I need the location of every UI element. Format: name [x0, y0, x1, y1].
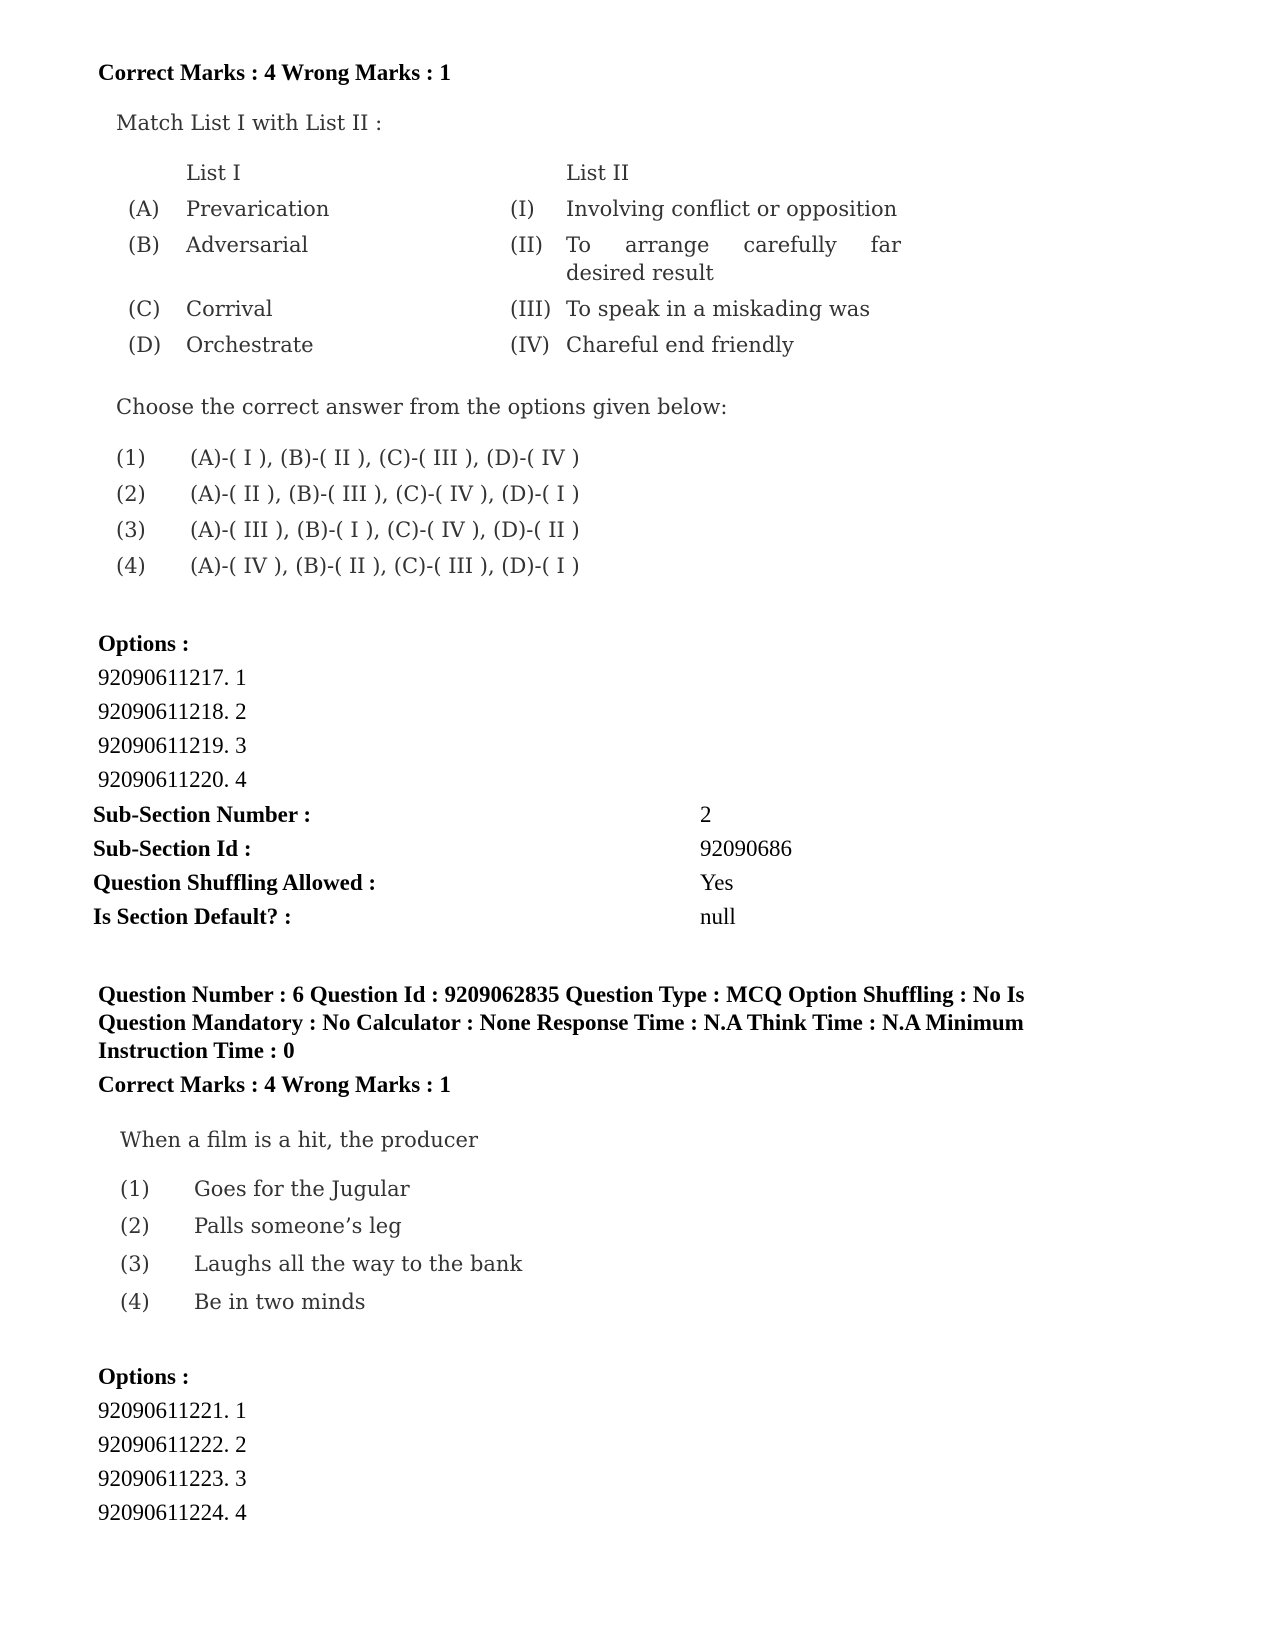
list1-key: (A) — [128, 197, 160, 221]
answer-num: (1) — [120, 1177, 150, 1201]
answer-text: Goes for the Jugular — [194, 1177, 410, 1201]
list2-item-continuation: desired result — [566, 261, 714, 285]
q6-question-image — [110, 1118, 670, 1328]
answer-text: (A)-( I ), (B)-( II ), (C)-( III ), (D)-( IV ) — [190, 446, 580, 470]
list2-key: (IV) — [510, 333, 550, 357]
q5-prompt: Match List I with List II : — [116, 111, 383, 135]
list1-item: Adversarial — [186, 233, 309, 257]
list1-item: Corrival — [186, 297, 273, 321]
q6-options-label: Options : — [98, 1364, 190, 1389]
list1-key: (C) — [128, 297, 161, 321]
list2-key: (III) — [510, 297, 552, 321]
subsection-number-label: Sub-Section Number : — [93, 802, 312, 827]
list2-item: Involving conflict or opposition — [566, 197, 898, 221]
option-item: 92090611221. 1 — [98, 1398, 247, 1423]
answer-text: Laughs all the way to the bank — [194, 1252, 523, 1276]
q5-choose-instruction: Choose the correct answer from the options given below: — [116, 395, 728, 419]
subsection-id-value: 92090686 — [700, 836, 792, 861]
list2-key: (I) — [510, 197, 535, 221]
list2-item: Chareful end friendly — [566, 333, 794, 357]
answer-text: Be in two minds — [194, 1290, 366, 1314]
option-item: 92090611219. 3 — [98, 733, 247, 758]
section-default-value: null — [700, 904, 736, 929]
list1-key: (D) — [128, 333, 162, 357]
answer-text: (A)-( III ), (B)-( I ), (C)-( IV ), (D)-( II ) — [190, 518, 580, 542]
list2-header: List II — [566, 161, 630, 185]
q5-marks: Correct Marks : 4 Wrong Marks : 1 — [98, 60, 451, 85]
option-item: 92090611218. 2 — [98, 699, 247, 724]
answer-text: (A)-( II ), (B)-( III ), (C)-( IV ), (D)-( I ) — [190, 482, 580, 506]
subsection-id-label: Sub-Section Id : — [93, 836, 252, 861]
answer-text: Palls someone’s leg — [194, 1214, 402, 1238]
answer-num: (4) — [120, 1290, 150, 1314]
subsection-number-value: 2 — [700, 802, 712, 827]
option-item: 92090611220. 4 — [98, 767, 247, 792]
answer-num: (2) — [120, 1214, 150, 1238]
answer-num: (2) — [116, 482, 146, 506]
answer-num: (3) — [116, 518, 146, 542]
list1-item: Prevarication — [186, 197, 330, 221]
list2-item: To speak in a miskading was — [566, 297, 871, 321]
answer-num: (1) — [116, 446, 146, 470]
q6-header-line3: Instruction Time : 0 — [98, 1038, 295, 1063]
list1-key: (B) — [128, 233, 160, 257]
q6-header-line1: Question Number : 6 Question Id : 9209062835 Question Type : MCQ Option Shuffling : No Is — [98, 982, 1025, 1007]
answer-num: (4) — [116, 554, 146, 578]
q5-question-image — [110, 105, 910, 600]
answer-num: (3) — [120, 1252, 150, 1276]
answer-text: (A)-( IV ), (B)-( II ), (C)-( III ), (D)-( I ) — [190, 554, 580, 578]
list1-header: List I — [186, 161, 241, 185]
q5-options-label: Options : — [98, 631, 190, 656]
question-shuffling-label: Question Shuffling Allowed : — [93, 870, 377, 895]
section-default-label: Is Section Default? : — [93, 904, 292, 929]
list2-item: To arrange carefully far — [566, 233, 901, 257]
q6-header-line2: Question Mandatory : No Calculator : None Response Time : N.A Think Time : N.A Minimum — [98, 1010, 1024, 1035]
list2-key: (II) — [510, 233, 543, 257]
option-item: 92090611217. 1 — [98, 665, 247, 690]
list1-item: Orchestrate — [186, 333, 314, 357]
q6-prompt: When a film is a hit, the producer — [120, 1128, 479, 1152]
question-shuffling-value: Yes — [700, 870, 734, 895]
option-item: 92090611222. 2 — [98, 1432, 247, 1457]
q6-marks: Correct Marks : 4 Wrong Marks : 1 — [98, 1072, 451, 1097]
option-item: 92090611224. 4 — [98, 1500, 247, 1525]
option-item: 92090611223. 3 — [98, 1466, 247, 1491]
